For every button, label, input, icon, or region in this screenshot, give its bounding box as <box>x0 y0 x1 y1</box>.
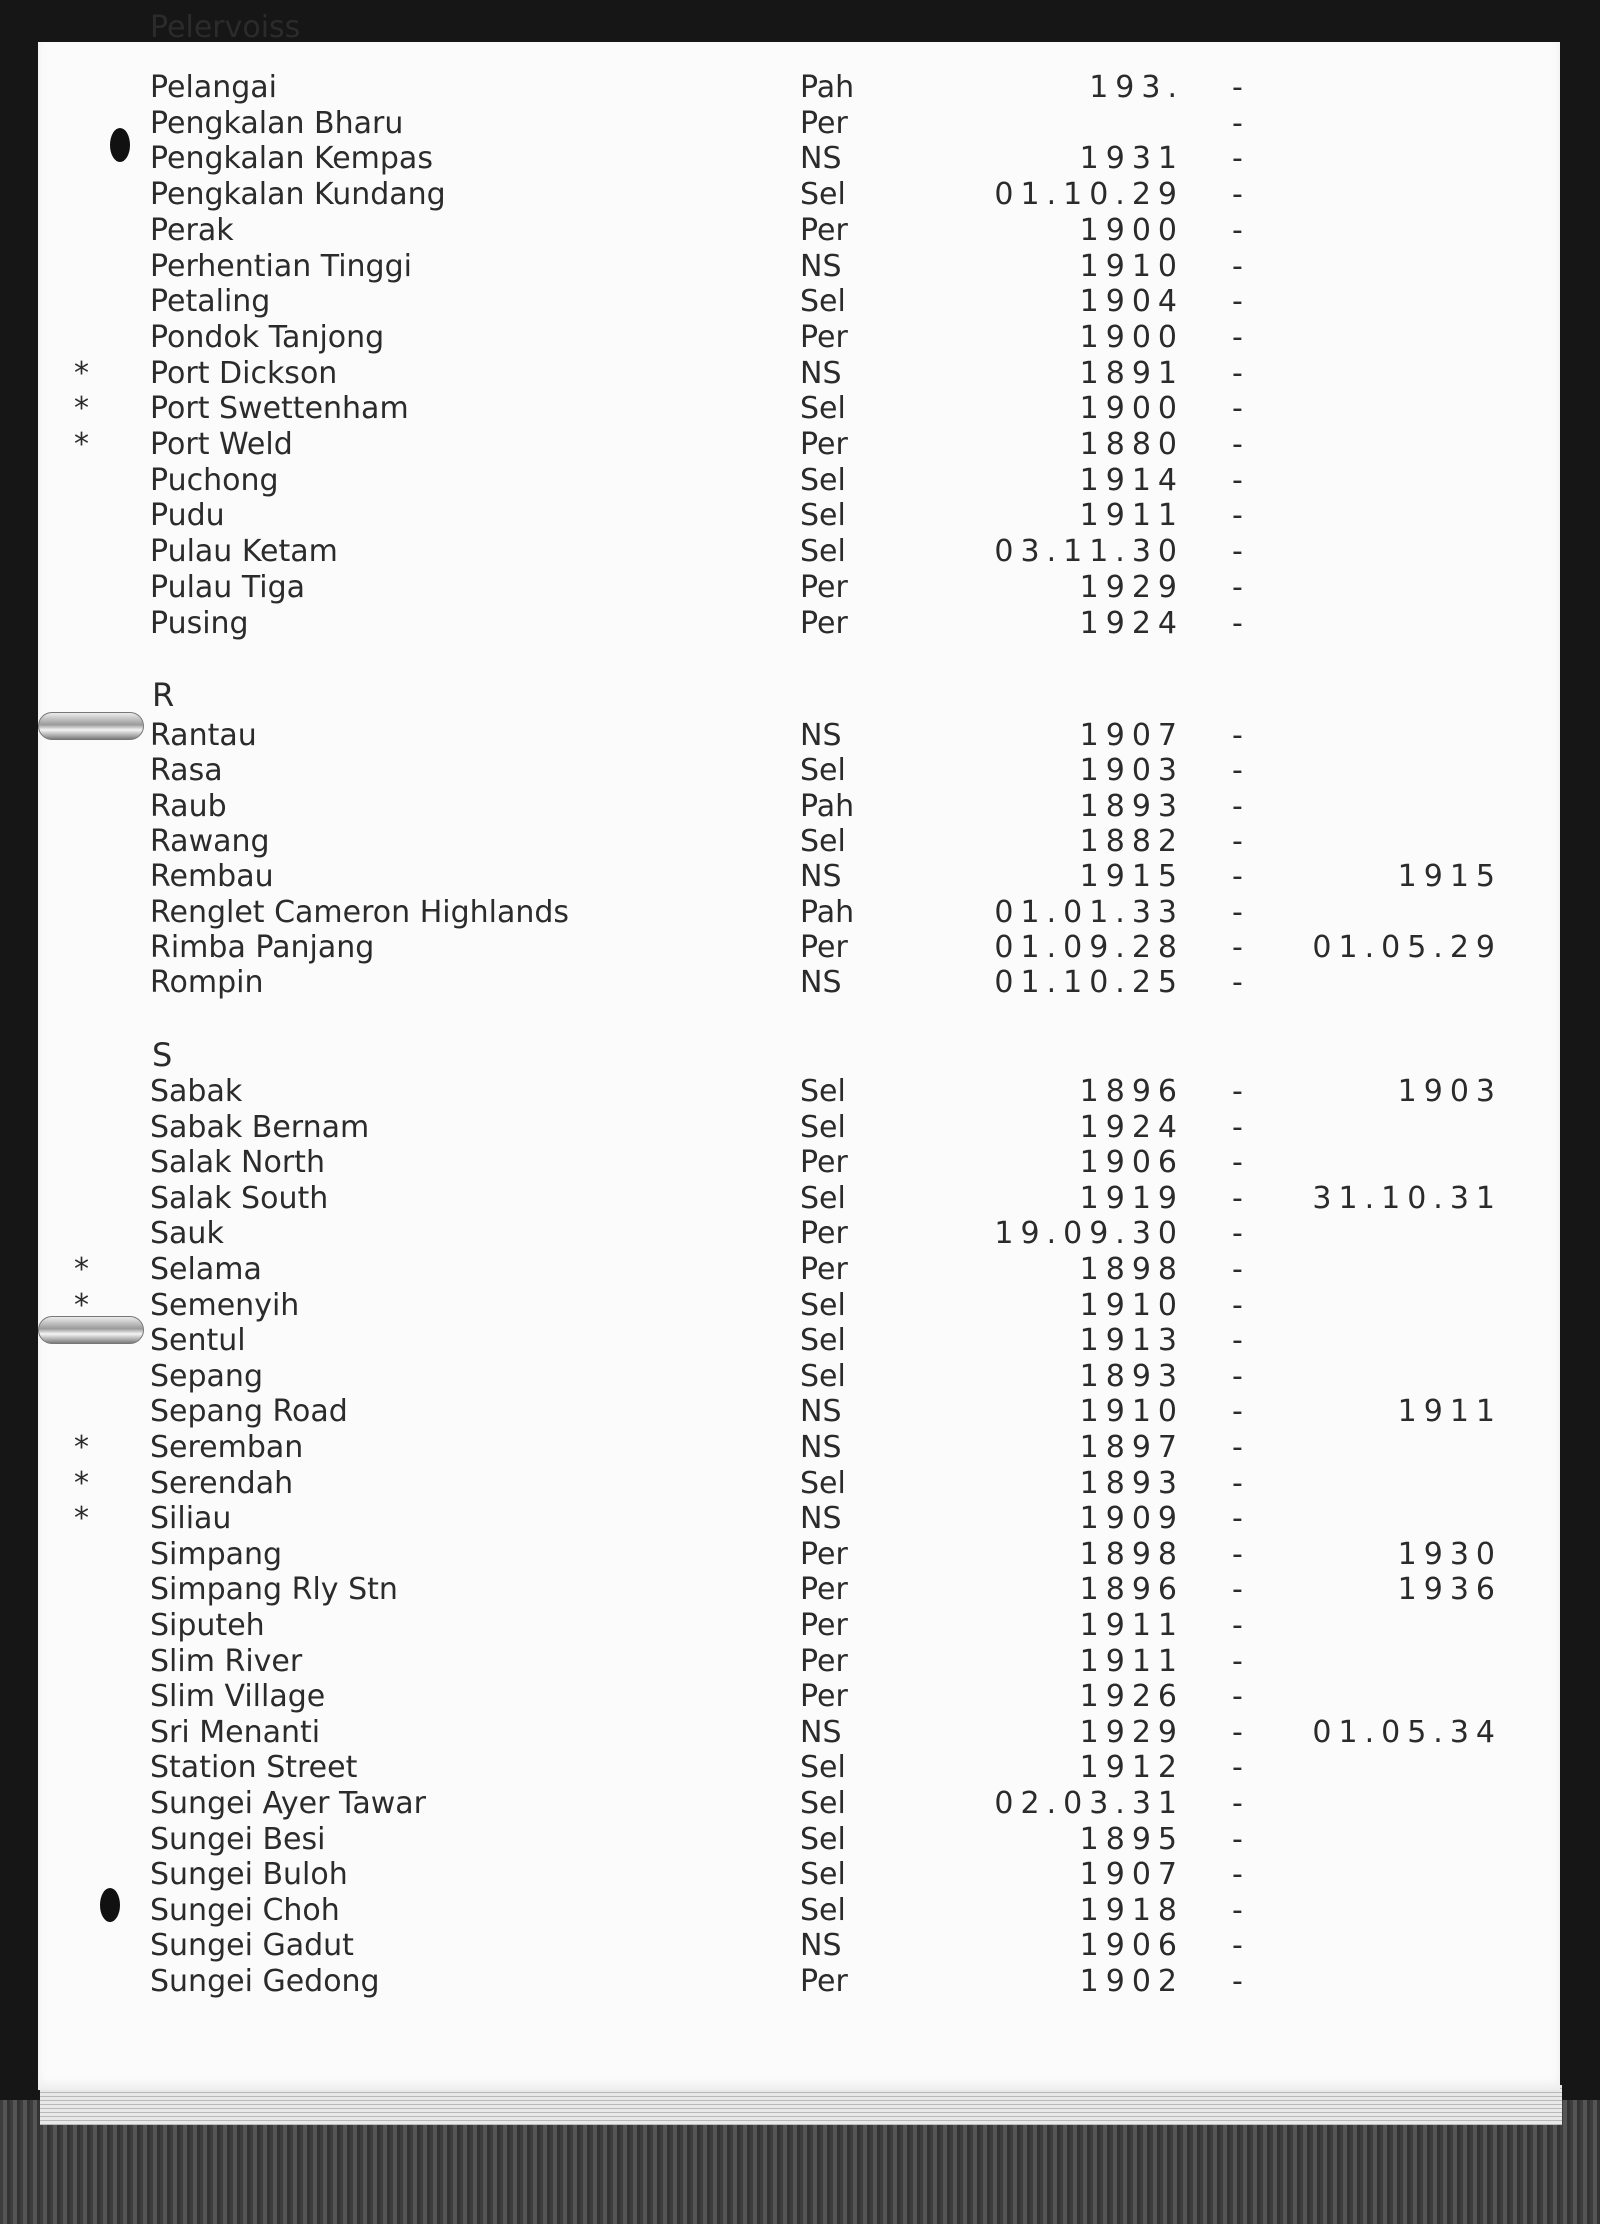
date-opened: 1924 <box>1079 1110 1184 1145</box>
dash-separator: - <box>1232 534 1243 569</box>
date-opened: 1914 <box>1079 463 1184 498</box>
list-row <box>0 70 1600 106</box>
list-row <box>0 1323 1600 1359</box>
office-name: Sepang <box>150 1359 263 1394</box>
state-code: NS <box>800 1715 842 1750</box>
office-name: Pulau Tiga <box>150 570 306 605</box>
date-opened: 1918 <box>1079 1893 1184 1928</box>
list-row <box>0 1679 1600 1715</box>
office-name: Rasa <box>150 753 223 788</box>
list-row <box>0 789 1600 825</box>
office-name: Pengkalan Bharu <box>150 106 404 141</box>
dash-separator: - <box>1232 1964 1243 1999</box>
list-row <box>0 106 1600 142</box>
list-row <box>0 965 1600 1001</box>
office-name: Slim Village <box>150 1679 326 1714</box>
state-code: Per <box>800 1145 848 1180</box>
dash-separator: - <box>1232 1394 1243 1429</box>
list-row <box>0 1644 1600 1680</box>
dash-separator: - <box>1232 718 1243 753</box>
list-row <box>0 1501 1600 1537</box>
office-name: Salak North <box>150 1145 325 1180</box>
dash-separator: - <box>1232 391 1243 426</box>
list-row <box>0 1074 1600 1110</box>
date-opened: 1896 <box>1079 1572 1184 1607</box>
dash-separator: - <box>1232 284 1243 319</box>
list-row <box>0 284 1600 320</box>
list-row <box>0 1822 1600 1858</box>
dash-separator: - <box>1232 1750 1243 1785</box>
date-opened: 1898 <box>1079 1252 1184 1287</box>
state-code: Sel <box>800 1288 846 1323</box>
office-name: Renglet Cameron Highlands <box>150 895 570 930</box>
office-name: Raub <box>150 789 227 824</box>
state-code: NS <box>800 718 842 753</box>
dash-separator: - <box>1232 70 1243 105</box>
list-row <box>0 895 1600 931</box>
date-closed: 1911 <box>1397 1394 1502 1429</box>
list-row <box>0 1537 1600 1573</box>
office-name: Perak <box>150 213 234 248</box>
dash-separator: - <box>1232 1928 1243 1963</box>
office-name: Sepang Road <box>150 1394 348 1429</box>
state-code: Per <box>800 320 848 355</box>
state-code: Per <box>800 1964 848 1999</box>
office-name: Sauk <box>150 1216 224 1251</box>
date-opened: 1900 <box>1079 213 1184 248</box>
dash-separator: - <box>1232 1537 1243 1572</box>
list-row <box>0 463 1600 499</box>
date-opened: 1882 <box>1079 824 1184 859</box>
state-code: NS <box>800 859 842 894</box>
date-opened: 1931 <box>1079 141 1184 176</box>
dash-separator: - <box>1232 1715 1243 1750</box>
office-name: Siliau <box>150 1501 232 1536</box>
asterisk-mark: * <box>74 1501 89 1536</box>
date-opened: 1891 <box>1079 356 1184 391</box>
state-code: Pah <box>800 895 855 930</box>
date-opened: 19.09.30 <box>994 1216 1184 1251</box>
date-opened: 1904 <box>1079 284 1184 319</box>
office-name: Sri Menanti <box>150 1715 321 1750</box>
office-name: Pusing <box>150 606 249 641</box>
state-code: Sel <box>800 1857 846 1892</box>
state-code: Sel <box>800 391 846 426</box>
state-code: Sel <box>800 1074 846 1109</box>
office-name: Siputeh <box>150 1608 265 1643</box>
list-row <box>0 1394 1600 1430</box>
state-code: Per <box>800 213 848 248</box>
list-row <box>0 534 1600 570</box>
state-code: NS <box>800 1501 842 1536</box>
dash-separator: - <box>1232 356 1243 391</box>
dash-separator: - <box>1232 320 1243 355</box>
dash-separator: - <box>1232 463 1243 498</box>
dash-separator: - <box>1232 859 1243 894</box>
state-code: Sel <box>800 1466 846 1501</box>
date-closed: 1936 <box>1397 1572 1502 1607</box>
office-name: Slim River <box>150 1644 303 1679</box>
office-name: Port Weld <box>150 427 293 462</box>
dash-separator: - <box>1232 1430 1243 1465</box>
date-opened: 1897 <box>1079 1430 1184 1465</box>
asterisk-mark: * <box>74 427 89 462</box>
date-opened: 1895 <box>1079 1822 1184 1857</box>
date-opened: 1924 <box>1079 606 1184 641</box>
office-name: Sabak Bernam <box>150 1110 370 1145</box>
dash-separator: - <box>1232 1145 1243 1180</box>
state-code: Sel <box>800 498 846 533</box>
asterisk-mark: * <box>74 356 89 391</box>
date-opened: 1909 <box>1079 1501 1184 1536</box>
office-name: Sabak <box>150 1074 243 1109</box>
office-name: Pudu <box>150 498 225 533</box>
office-name: Seremban <box>150 1430 304 1465</box>
dash-separator: - <box>1232 1786 1243 1821</box>
state-code: Per <box>800 930 848 965</box>
list-row <box>0 391 1600 427</box>
office-name: Port Dickson <box>150 356 338 391</box>
dash-separator: - <box>1232 1323 1243 1358</box>
office-name: Simpang Rly Stn <box>150 1572 398 1607</box>
dash-separator: - <box>1232 1501 1243 1536</box>
list-row <box>0 1181 1600 1217</box>
dash-separator: - <box>1232 789 1243 824</box>
list-row <box>0 1928 1600 1964</box>
state-code: Sel <box>800 1110 846 1145</box>
list-row <box>0 356 1600 392</box>
dash-separator: - <box>1232 1110 1243 1145</box>
section-header-r: R <box>152 676 175 714</box>
state-code: NS <box>800 1430 842 1465</box>
office-name: Rawang <box>150 824 270 859</box>
office-name: Semenyih <box>150 1288 300 1323</box>
date-opened: 1929 <box>1079 570 1184 605</box>
dash-separator: - <box>1232 824 1243 859</box>
list-row <box>0 320 1600 356</box>
date-opened: 1910 <box>1079 1394 1184 1429</box>
date-opened: 1912 <box>1079 1750 1184 1785</box>
dash-separator: - <box>1232 1359 1243 1394</box>
list-row <box>0 1572 1600 1608</box>
date-opened: 1880 <box>1079 427 1184 462</box>
date-opened: 1903 <box>1079 753 1184 788</box>
dash-separator: - <box>1232 141 1243 176</box>
date-opened: 01.01.33 <box>994 895 1184 930</box>
section-header-s: S <box>152 1036 173 1074</box>
dash-separator: - <box>1232 427 1243 462</box>
state-code: NS <box>800 1928 842 1963</box>
list-row <box>0 498 1600 534</box>
list-row <box>0 427 1600 463</box>
state-code: Per <box>800 1679 848 1714</box>
office-name: Salak South <box>150 1181 329 1216</box>
state-code: Per <box>800 606 848 641</box>
dash-separator: - <box>1232 1288 1243 1323</box>
office-name: Pengkalan Kundang <box>150 177 446 212</box>
date-opened: 1893 <box>1079 1466 1184 1501</box>
date-closed: 1903 <box>1397 1074 1502 1109</box>
office-name: Pondok Tanjong <box>150 320 385 355</box>
dash-separator: - <box>1232 1216 1243 1251</box>
list-row <box>0 1359 1600 1395</box>
office-name: Rembau <box>150 859 274 894</box>
asterisk-mark: * <box>74 1466 89 1501</box>
state-code: Sel <box>800 1750 846 1785</box>
office-name: Station Street <box>150 1750 358 1785</box>
dash-separator: - <box>1232 1679 1243 1714</box>
office-name: Petaling <box>150 284 271 319</box>
date-opened: 193. <box>1089 70 1184 105</box>
date-opened: 1898 <box>1079 1537 1184 1572</box>
list-row <box>0 1216 1600 1252</box>
office-name: Rompin <box>150 965 264 1000</box>
date-opened: 01.10.29 <box>994 177 1184 212</box>
state-code: NS <box>800 249 842 284</box>
state-code: Per <box>800 1644 848 1679</box>
list-row <box>0 859 1600 895</box>
asterisk-mark: * <box>74 1288 89 1323</box>
date-opened: 1919 <box>1079 1181 1184 1216</box>
dash-separator: - <box>1232 895 1243 930</box>
state-code: Per <box>800 1537 848 1572</box>
state-code: Sel <box>800 534 846 569</box>
dash-separator: - <box>1232 1857 1243 1892</box>
list-row <box>0 1786 1600 1822</box>
date-opened: 1900 <box>1079 320 1184 355</box>
state-code: NS <box>800 141 842 176</box>
state-code: Sel <box>800 177 846 212</box>
date-opened: 1911 <box>1079 1608 1184 1643</box>
office-name: Pengkalan Kempas <box>150 141 433 176</box>
date-closed: 31.10.31 <box>1312 1181 1502 1216</box>
list-row <box>0 606 1600 642</box>
date-opened: 1913 <box>1079 1323 1184 1358</box>
dash-separator: - <box>1232 1074 1243 1109</box>
dash-separator: - <box>1232 1822 1243 1857</box>
list-row <box>0 1608 1600 1644</box>
office-name: Sungei Ayer Tawar <box>150 1786 427 1821</box>
list-row <box>0 1715 1600 1751</box>
date-closed: 1915 <box>1397 859 1502 894</box>
date-opened: 1910 <box>1079 249 1184 284</box>
state-code: Sel <box>800 1786 846 1821</box>
dash-separator: - <box>1232 606 1243 641</box>
office-name: Rimba Panjang <box>150 930 375 965</box>
date-opened: 1926 <box>1079 1679 1184 1714</box>
dash-separator: - <box>1232 106 1243 141</box>
dash-separator: - <box>1232 1181 1243 1216</box>
dash-separator: - <box>1232 1466 1243 1501</box>
state-code: Per <box>800 1216 848 1251</box>
date-opened: 1896 <box>1079 1074 1184 1109</box>
state-code: Sel <box>800 463 846 498</box>
list-row <box>0 1110 1600 1146</box>
date-opened: 1906 <box>1079 1145 1184 1180</box>
date-opened: 1929 <box>1079 1715 1184 1750</box>
list-row <box>0 570 1600 606</box>
date-opened: 1906 <box>1079 1928 1184 1963</box>
state-code: Pah <box>800 789 855 824</box>
list-row <box>0 1857 1600 1893</box>
office-name: Sungei Gedong <box>150 1964 380 1999</box>
state-code: Per <box>800 1608 848 1643</box>
date-opened: 02.03.31 <box>994 1786 1184 1821</box>
date-opened: 1893 <box>1079 1359 1184 1394</box>
list-row <box>0 249 1600 285</box>
state-code: NS <box>800 1394 842 1429</box>
dash-separator: - <box>1232 1893 1243 1928</box>
date-opened: 01.09.28 <box>994 930 1184 965</box>
dash-separator: - <box>1232 249 1243 284</box>
office-name: Selama <box>150 1252 262 1287</box>
state-code: Per <box>800 570 848 605</box>
state-code: Sel <box>800 824 846 859</box>
dash-separator: - <box>1232 753 1243 788</box>
list-row <box>0 824 1600 860</box>
asterisk-mark: * <box>74 1430 89 1465</box>
office-name: Sungei Besi <box>150 1822 326 1857</box>
date-opened: 1910 <box>1079 1288 1184 1323</box>
dash-separator: - <box>1232 213 1243 248</box>
office-name: Perhentian Tinggi <box>150 249 412 284</box>
asterisk-mark: * <box>74 391 89 426</box>
state-code: Pah <box>800 70 855 105</box>
list-row <box>0 753 1600 789</box>
office-name: Puchong <box>150 463 279 498</box>
office-name: Simpang <box>150 1537 283 1572</box>
office-name: Sungei Choh <box>150 1893 340 1928</box>
office-name: Sungei Gadut <box>150 1928 354 1963</box>
state-code: Sel <box>800 1181 846 1216</box>
date-closed: 01.05.29 <box>1312 930 1502 965</box>
state-code: Sel <box>800 753 846 788</box>
date-opened: 1893 <box>1079 789 1184 824</box>
date-closed: 01.05.34 <box>1312 1715 1502 1750</box>
state-code: NS <box>800 356 842 391</box>
office-name: Sungei Buloh <box>150 1857 348 1892</box>
office-name: Serendah <box>150 1466 294 1501</box>
list-row <box>0 1288 1600 1324</box>
dash-separator: - <box>1232 1252 1243 1287</box>
state-code: Sel <box>800 1323 846 1358</box>
list-row <box>0 213 1600 249</box>
office-name: Pelangai <box>150 70 277 105</box>
date-opened: 01.10.25 <box>994 965 1184 1000</box>
dash-separator: - <box>1232 930 1243 965</box>
dash-separator: - <box>1232 570 1243 605</box>
state-code: Per <box>800 1572 848 1607</box>
list-row <box>0 1893 1600 1929</box>
state-code: Per <box>800 106 848 141</box>
state-code: Sel <box>800 1822 846 1857</box>
date-opened: 1911 <box>1079 498 1184 533</box>
list-row <box>0 1430 1600 1466</box>
office-name: Pulau Ketam <box>150 534 338 569</box>
dash-separator: - <box>1232 1608 1243 1643</box>
dash-separator: - <box>1232 498 1243 533</box>
asterisk-mark: * <box>74 1252 89 1287</box>
list-row <box>0 177 1600 213</box>
office-name: Port Swettenham <box>150 391 409 426</box>
state-code: Sel <box>800 1359 846 1394</box>
date-closed: 1930 <box>1397 1537 1502 1572</box>
date-opened: 1900 <box>1079 391 1184 426</box>
date-opened: 1911 <box>1079 1644 1184 1679</box>
list-row <box>0 1252 1600 1288</box>
office-name: Sentul <box>150 1323 246 1358</box>
date-opened: 1902 <box>1079 1964 1184 1999</box>
list-row <box>0 1145 1600 1181</box>
state-code: Per <box>800 1252 848 1287</box>
list-row <box>0 1964 1600 2000</box>
dash-separator: - <box>1232 965 1243 1000</box>
office-name: Rantau <box>150 718 257 753</box>
state-code: Sel <box>800 284 846 319</box>
date-opened: 03.11.30 <box>994 534 1184 569</box>
list-row <box>0 141 1600 177</box>
date-opened: 1907 <box>1079 718 1184 753</box>
state-code: Per <box>800 427 848 462</box>
list-row <box>0 930 1600 966</box>
dash-separator: - <box>1232 1644 1243 1679</box>
dash-separator: - <box>1232 1572 1243 1607</box>
date-opened: 1915 <box>1079 859 1184 894</box>
list-row <box>0 718 1600 754</box>
state-code: NS <box>800 965 842 1000</box>
dash-separator: - <box>1232 177 1243 212</box>
list-row <box>0 1466 1600 1502</box>
list-row <box>0 1750 1600 1786</box>
date-opened: 1907 <box>1079 1857 1184 1892</box>
cut-off-heading-text: Pelervoiss <box>150 10 301 45</box>
state-code: Sel <box>800 1893 846 1928</box>
